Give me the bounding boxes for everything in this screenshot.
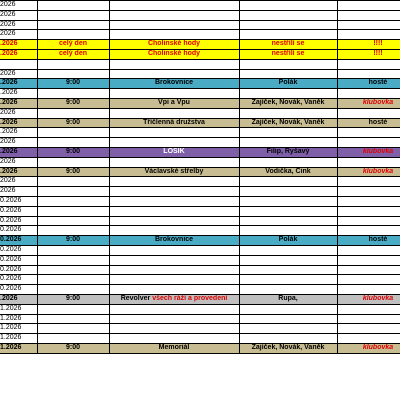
table-row: [0, 147, 400, 157]
date-cell[interactable]: 0.2026: [0, 275, 37, 285]
note-cell[interactable]: hosté: [337, 79, 400, 89]
event-cell[interactable]: [109, 265, 239, 275]
table-row: [0, 167, 400, 177]
time-cell[interactable]: [37, 128, 109, 138]
time-cell[interactable]: [37, 304, 109, 314]
time-cell[interactable]: 9:00: [37, 79, 109, 89]
names-cell[interactable]: [239, 59, 337, 69]
note-cell[interactable]: [337, 206, 400, 216]
names-cell[interactable]: nestřílí se: [239, 49, 337, 59]
names-cell[interactable]: [239, 177, 337, 187]
names-cell[interactable]: [239, 157, 337, 167]
table-row: [0, 334, 400, 344]
names-cell[interactable]: [239, 245, 337, 255]
table-row: [0, 30, 400, 40]
date-cell[interactable]: 2026: [0, 138, 37, 148]
event-cell[interactable]: [109, 138, 239, 148]
note-cell[interactable]: klubovka: [337, 98, 400, 108]
event-cell[interactable]: [109, 177, 239, 187]
table-row: [0, 108, 400, 118]
table-row: [0, 265, 400, 275]
event-cell[interactable]: [109, 59, 239, 69]
note-cell[interactable]: [337, 314, 400, 324]
date-cell[interactable]: .2026: [0, 294, 37, 304]
note-cell[interactable]: [337, 187, 400, 197]
date-cell[interactable]: .2026: [0, 118, 37, 128]
date-cell[interactable]: 0.2026: [0, 226, 37, 236]
table-row: [0, 187, 400, 197]
names-cell[interactable]: [239, 226, 337, 236]
event-cell[interactable]: [109, 255, 239, 265]
date-cell[interactable]: 2026: [0, 157, 37, 167]
time-cell[interactable]: 9:00: [37, 98, 109, 108]
event-cell[interactable]: LOSÍK: [109, 147, 239, 157]
date-cell[interactable]: 2026: [0, 177, 37, 187]
note-cell[interactable]: klubovka: [337, 294, 400, 304]
note-cell[interactable]: [337, 265, 400, 275]
time-cell[interactable]: [37, 69, 109, 79]
names-cell[interactable]: [239, 255, 337, 265]
date-cell[interactable]: 0.2026: [0, 196, 37, 206]
table-row: [0, 196, 400, 206]
date-cell[interactable]: 2026: [0, 187, 37, 197]
time-cell[interactable]: [37, 196, 109, 206]
event-cell[interactable]: [109, 157, 239, 167]
date-cell[interactable]: 0.2026: [0, 206, 37, 216]
date-cell[interactable]: [0, 59, 37, 69]
time-cell[interactable]: 9:00: [37, 236, 109, 246]
date-cell[interactable]: .2026: [0, 79, 37, 89]
event-cell[interactable]: [109, 108, 239, 118]
date-cell[interactable]: 2026: [0, 108, 37, 118]
event-cell[interactable]: Brokovnice: [109, 79, 239, 89]
date-cell[interactable]: .2026: [0, 98, 37, 108]
names-cell[interactable]: Filip, Ryšavý: [239, 147, 337, 157]
date-cell[interactable]: 1.2026: [0, 304, 37, 314]
table-row: [0, 138, 400, 148]
event-cell[interactable]: [109, 206, 239, 216]
event-cell[interactable]: [109, 20, 239, 30]
event-cell[interactable]: Cholinské hody: [109, 49, 239, 59]
note-cell[interactable]: [337, 304, 400, 314]
date-cell[interactable]: .2026: [0, 128, 37, 138]
time-cell[interactable]: [37, 324, 109, 334]
time-cell[interactable]: [37, 89, 109, 99]
date-cell[interactable]: 1.2026: [0, 314, 37, 324]
time-cell[interactable]: [37, 59, 109, 69]
table-row: [0, 216, 400, 226]
note-cell[interactable]: [337, 59, 400, 69]
note-cell[interactable]: [337, 30, 400, 40]
event-cell[interactable]: [109, 226, 239, 236]
names-cell[interactable]: [239, 334, 337, 344]
note-cell[interactable]: hosté: [337, 118, 400, 128]
note-cell[interactable]: [337, 226, 400, 236]
time-cell[interactable]: [37, 1, 109, 11]
event-cell[interactable]: [109, 10, 239, 20]
date-cell[interactable]: 0.2026: [0, 216, 37, 226]
note-cell[interactable]: [337, 285, 400, 295]
time-cell[interactable]: [37, 108, 109, 118]
names-cell[interactable]: [239, 20, 337, 30]
note-cell[interactable]: [337, 324, 400, 334]
table-row: [0, 40, 400, 50]
note-cell[interactable]: [337, 138, 400, 148]
table-row: [0, 245, 400, 255]
table-row: [0, 294, 400, 304]
table-row: [0, 206, 400, 216]
names-cell[interactable]: Rupa,: [239, 294, 337, 304]
date-cell[interactable]: 2026: [0, 20, 37, 30]
names-cell[interactable]: [239, 138, 337, 148]
date-cell[interactable]: 0.2026: [0, 245, 37, 255]
names-cell[interactable]: [239, 324, 337, 334]
note-cell[interactable]: hosté: [337, 236, 400, 246]
table-row: [0, 69, 400, 79]
table-row: [0, 79, 400, 89]
event-cell[interactable]: [109, 30, 239, 40]
table-row: [0, 314, 400, 324]
event-cell[interactable]: [109, 89, 239, 99]
names-cell[interactable]: [239, 275, 337, 285]
date-cell[interactable]: 0.2026: [0, 255, 37, 265]
table-row: [0, 226, 400, 236]
date-cell[interactable]: 0.2026: [0, 265, 37, 275]
table-row: [0, 275, 400, 285]
event-cell[interactable]: Cholinské hody: [109, 40, 239, 50]
note-cell[interactable]: klubovka: [337, 147, 400, 157]
names-cell[interactable]: [239, 265, 337, 275]
note-cell[interactable]: [337, 245, 400, 255]
time-cell[interactable]: [37, 255, 109, 265]
time-cell[interactable]: celý den: [37, 40, 109, 50]
date-cell[interactable]: 2026: [0, 69, 37, 79]
time-cell[interactable]: [37, 265, 109, 275]
date-cell[interactable]: .2026: [0, 147, 37, 157]
names-cell[interactable]: [239, 187, 337, 197]
time-cell[interactable]: [37, 245, 109, 255]
time-cell[interactable]: [37, 275, 109, 285]
note-cell[interactable]: [337, 128, 400, 138]
table-row: [0, 177, 400, 187]
table-row: [0, 118, 400, 128]
table-row: [0, 255, 400, 265]
schedule-rows: [0, 1, 400, 354]
names-cell[interactable]: [239, 30, 337, 40]
note-cell[interactable]: klubovka: [337, 167, 400, 177]
date-cell[interactable]: .2026: [0, 167, 37, 177]
event-cell[interactable]: [109, 196, 239, 206]
names-cell[interactable]: Zajíček, Novák, Vaněk: [239, 343, 337, 353]
time-cell[interactable]: [37, 187, 109, 197]
date-cell[interactable]: 0.2026: [0, 285, 37, 295]
names-cell[interactable]: [239, 206, 337, 216]
note-cell[interactable]: [337, 334, 400, 344]
event-cell[interactable]: Tříčlenná družstva: [109, 118, 239, 128]
table-row: [0, 20, 400, 30]
note-cell[interactable]: [337, 177, 400, 187]
table-row: [0, 98, 400, 108]
table-row: [0, 304, 400, 314]
event-cell[interactable]: [109, 314, 239, 324]
note-cell[interactable]: [337, 1, 400, 11]
names-cell[interactable]: [239, 196, 337, 206]
time-cell[interactable]: celý den: [37, 49, 109, 59]
note-cell[interactable]: [337, 89, 400, 99]
table-row: [0, 343, 400, 353]
table-row: [0, 285, 400, 295]
names-cell[interactable]: [239, 304, 337, 314]
time-cell[interactable]: 9:00: [37, 167, 109, 177]
time-cell[interactable]: [37, 226, 109, 236]
names-cell[interactable]: Zajíček, Novák, Vaněk: [239, 118, 337, 128]
names-cell[interactable]: [239, 216, 337, 226]
time-cell[interactable]: [37, 334, 109, 344]
names-cell[interactable]: Zajíček, Novák, Vaněk: [239, 98, 337, 108]
table-row: [0, 49, 400, 59]
note-cell[interactable]: klubovka: [337, 343, 400, 353]
time-cell[interactable]: [37, 285, 109, 295]
time-cell[interactable]: [37, 314, 109, 324]
event-cell[interactable]: [109, 285, 239, 295]
time-cell[interactable]: [37, 30, 109, 40]
note-cell[interactable]: [337, 108, 400, 118]
event-cell[interactable]: [109, 334, 239, 344]
names-cell[interactable]: [239, 69, 337, 79]
note-cell[interactable]: [337, 157, 400, 167]
time-cell[interactable]: [37, 216, 109, 226]
names-cell[interactable]: [239, 314, 337, 324]
time-cell[interactable]: 9:00: [37, 147, 109, 157]
note-cell[interactable]: [337, 196, 400, 206]
names-cell[interactable]: [239, 128, 337, 138]
event-cell[interactable]: [109, 187, 239, 197]
date-cell[interactable]: 2026: [0, 30, 37, 40]
note-cell[interactable]: [337, 10, 400, 20]
note-cell[interactable]: !!!!: [337, 49, 400, 59]
event-cell[interactable]: [109, 294, 239, 304]
event-cell[interactable]: [109, 69, 239, 79]
event-cell[interactable]: [109, 324, 239, 334]
names-cell[interactable]: [239, 1, 337, 11]
event-cell[interactable]: Vpi a Vpu: [109, 98, 239, 108]
table-row: [0, 10, 400, 20]
names-cell[interactable]: [239, 89, 337, 99]
date-cell[interactable]: 0.2026: [0, 236, 37, 246]
event-cell[interactable]: Brokovnice: [109, 236, 239, 246]
note-cell[interactable]: [337, 216, 400, 226]
event-cell[interactable]: [109, 1, 239, 11]
time-cell[interactable]: [37, 157, 109, 167]
note-cell[interactable]: [337, 20, 400, 30]
names-cell[interactable]: [239, 10, 337, 20]
time-cell[interactable]: [37, 206, 109, 216]
names-cell[interactable]: Polák: [239, 79, 337, 89]
event-cell[interactable]: Memoriál: [109, 343, 239, 353]
note-cell[interactable]: [337, 255, 400, 265]
date-cell[interactable]: 2026: [0, 10, 37, 20]
table-row: [0, 89, 400, 99]
event-detail: všech ráží a provedení: [152, 294, 228, 302]
event-name: Revolver: [120, 294, 151, 302]
date-cell[interactable]: 1.2026: [0, 324, 37, 334]
date-cell[interactable]: 2026: [0, 1, 37, 11]
time-cell[interactable]: 9:00: [37, 118, 109, 128]
names-cell[interactable]: Vodička, Cink: [239, 167, 337, 177]
time-cell[interactable]: [37, 138, 109, 148]
event-cell[interactable]: [109, 275, 239, 285]
event-cell[interactable]: Václavské střelby: [109, 167, 239, 177]
names-cell[interactable]: nestřílí se: [239, 40, 337, 50]
date-cell[interactable]: 1.2026: [0, 343, 37, 353]
time-cell[interactable]: [37, 10, 109, 20]
names-cell[interactable]: Polák: [239, 236, 337, 246]
time-cell[interactable]: [37, 177, 109, 187]
time-cell[interactable]: 9:00: [37, 343, 109, 353]
event-cell[interactable]: [109, 304, 239, 314]
table-row: [0, 59, 400, 69]
event-cell[interactable]: [109, 245, 239, 255]
date-cell[interactable]: 1.2026: [0, 334, 37, 344]
event-cell[interactable]: [109, 128, 239, 138]
note-cell[interactable]: [337, 69, 400, 79]
table-row: [0, 157, 400, 167]
note-cell[interactable]: !!!!: [337, 40, 400, 50]
table-row: [0, 128, 400, 138]
table-row: [0, 1, 400, 11]
time-cell[interactable]: 9:00: [37, 294, 109, 304]
date-cell[interactable]: .2026: [0, 40, 37, 50]
note-cell[interactable]: [337, 275, 400, 285]
table-row: [0, 236, 400, 246]
event-cell[interactable]: [109, 216, 239, 226]
names-cell[interactable]: [239, 108, 337, 118]
time-cell[interactable]: [37, 20, 109, 30]
date-cell[interactable]: .2026: [0, 89, 37, 99]
names-cell[interactable]: [239, 285, 337, 295]
date-cell[interactable]: .2026: [0, 49, 37, 59]
table-row: [0, 324, 400, 334]
